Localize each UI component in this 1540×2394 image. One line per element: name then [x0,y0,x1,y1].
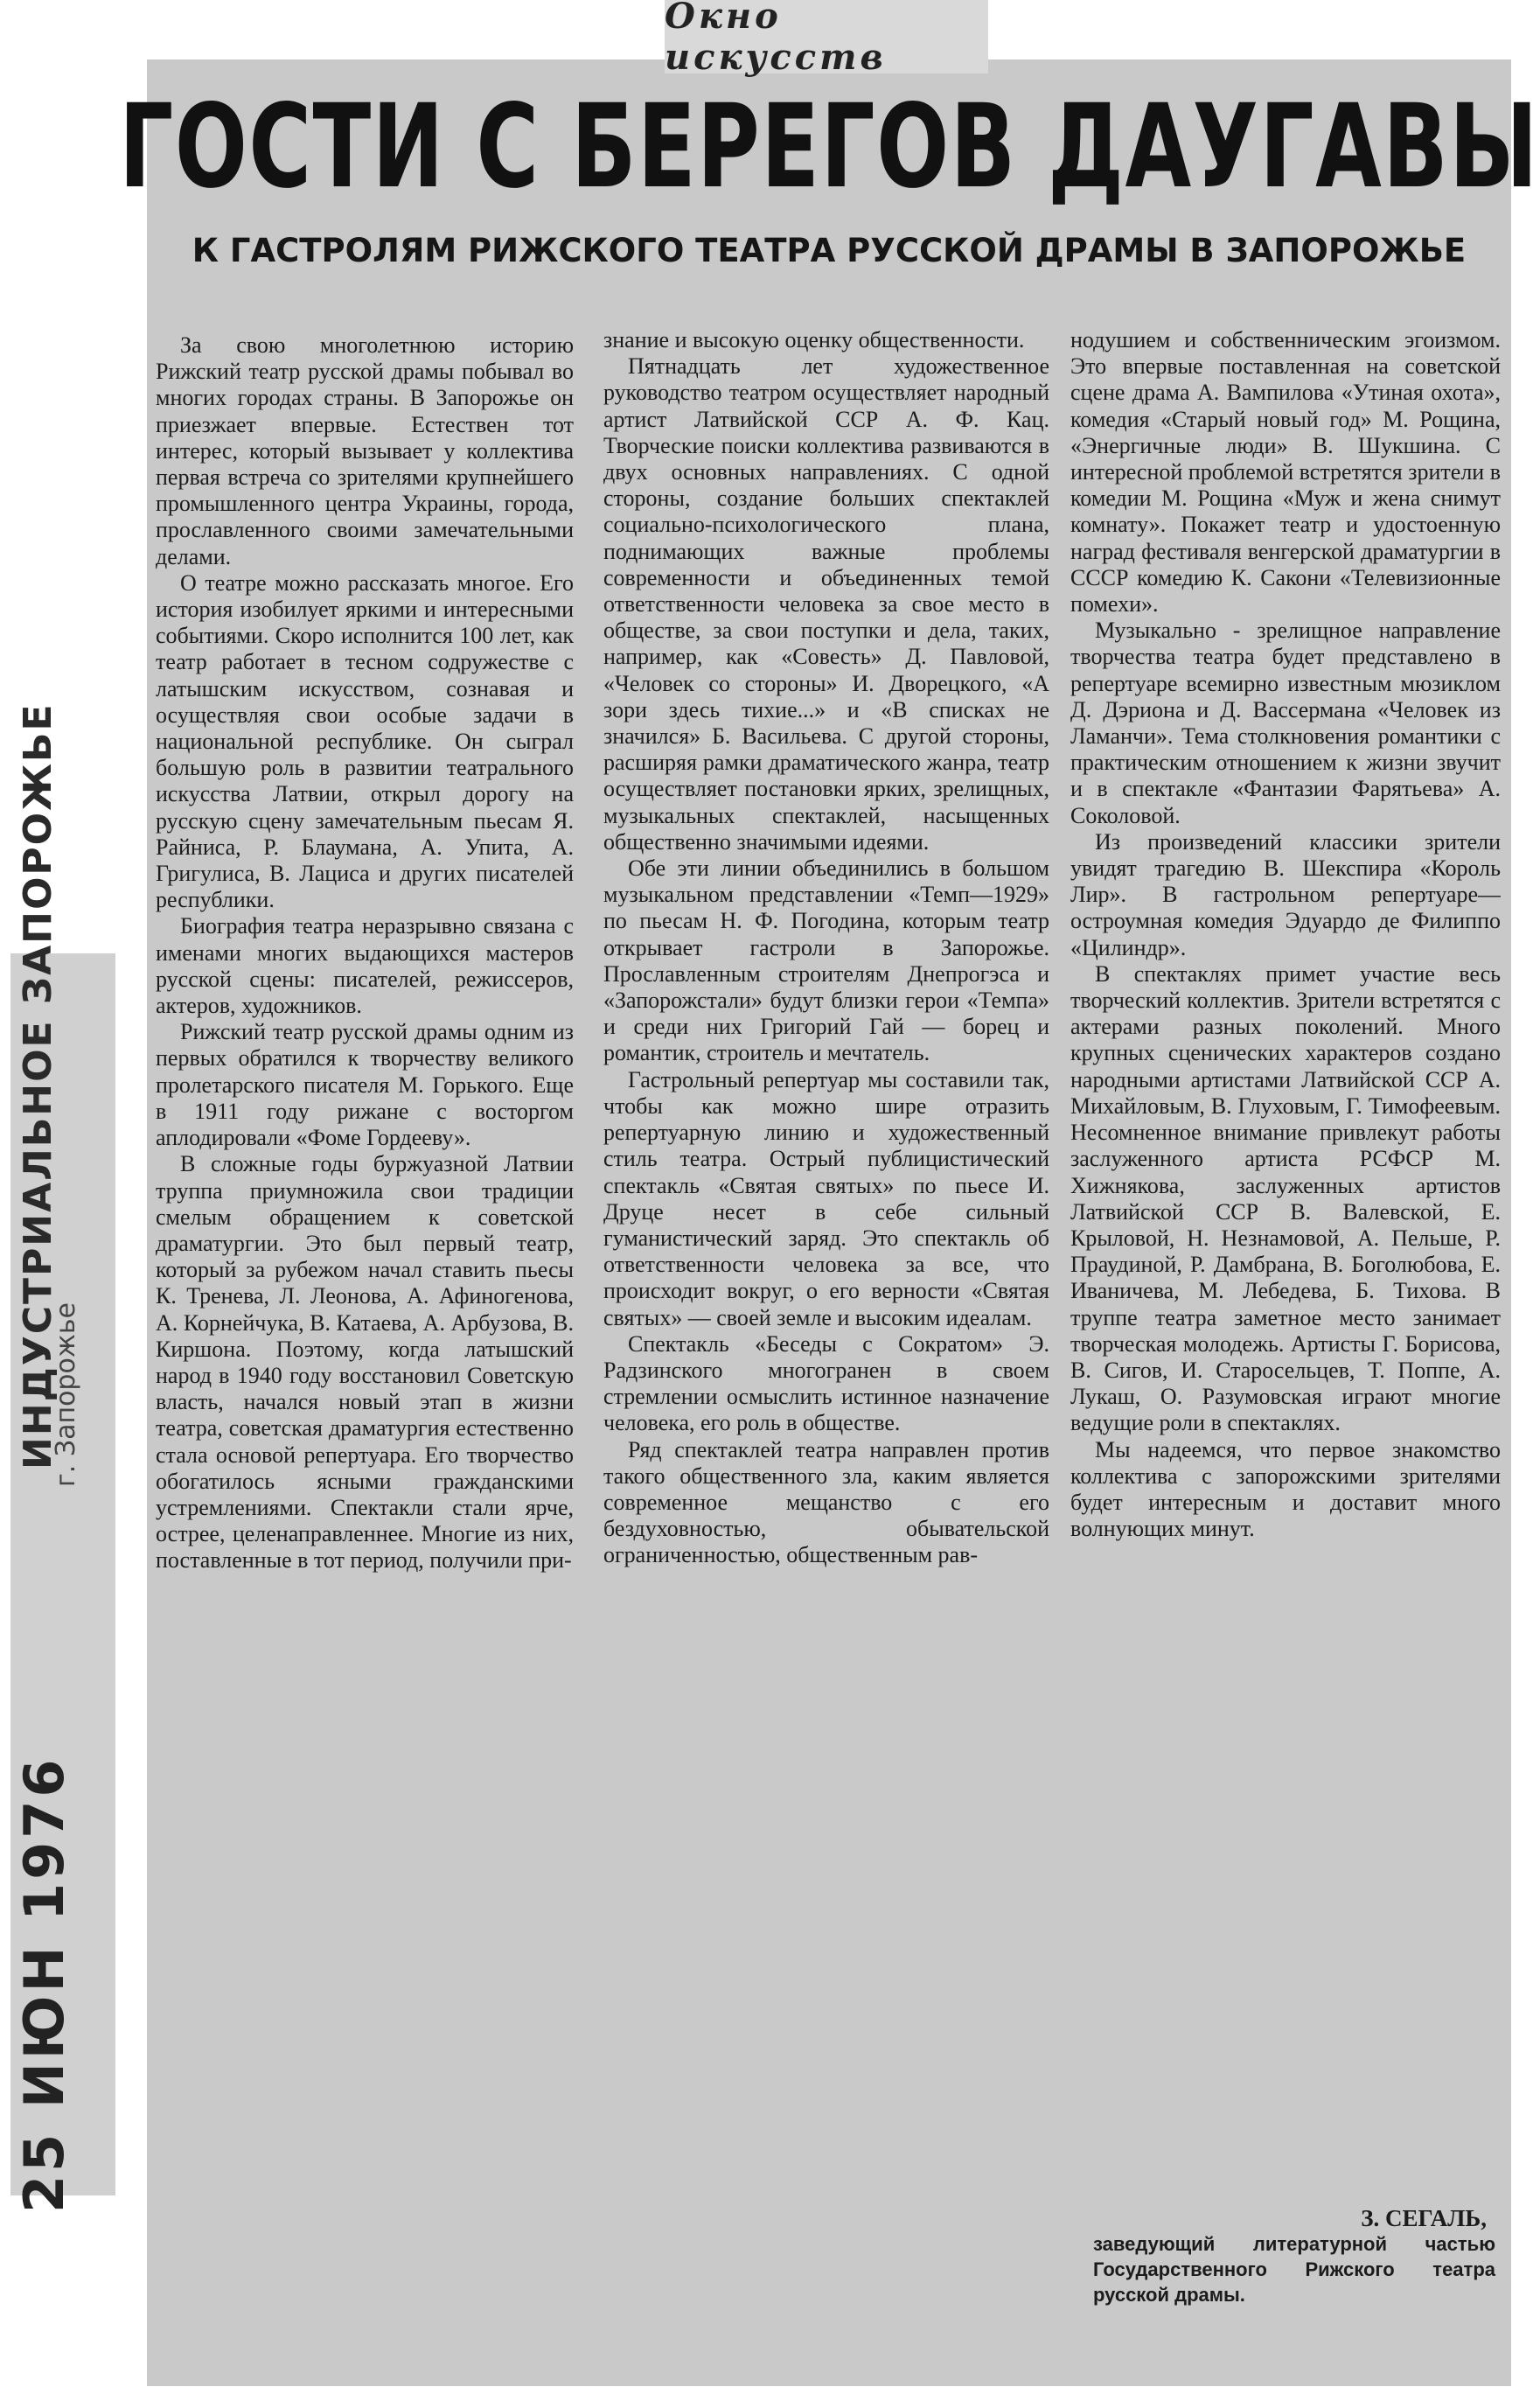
paragraph: Пятнадцать лет художественное руководство театром осуществляет народный артист Латвийской ССР А. Ф. Кац. Творческие поиски коллектива развиваются в двух основных направлениях. С одной стороны, создание больших спектаклей социально-психологического плана, поднимающих важные проблемы современности и объединенных темой ответственности человека за свое место в обществе, за свои поступки и дела, таких, например, как «Совесть» Д. Павловой, «Человек со стороны» И. Дворецкого, «А зори здесь тихие...» и «В списках не значился» Б. Васильева. С другой стороны, расширяя рамки драматического жанра, театр осуществляет постановки ярких, зрелищных, музыкальных спектаклей, насыщенных общественно значимыми идеями. [603,353,1049,855]
paragraph: Мы надеемся, что первое знакомство коллектива с запорожскими зрителями будет интересным и доставит много волнующих минут. [1070,1436,1501,1542]
paragraph: Из произведений классики зрители увидят трагедию В. Шекспира «Король Лир». В гастрольном репертуаре—остроумная комедия Эдуардо де Филиппо «Цилиндр». [1070,828,1501,960]
author-name: З. СЕГАЛЬ, [1361,2205,1487,2231]
article-column-1 [156,332,574,2379]
paragraph: Биография театра неразрывно связана с именами многих выдающихся мастеров русской сцены: писателей, режиссеров, актеров, художников. [156,913,574,1019]
rubric-label: Окно искусств [665,0,988,73]
stamp-date: 25 ИЮН 1976 [12,1755,76,2213]
paragraph: Гастрольный репертуар мы составили так, чтобы как можно шире отразить репертуарную линию и художественный стиль театра. Острый публицистический спектакль «Святая святых» по пьесе И. Друце несет в себе сильный гуманистический заряд. Это спектакль об ответственности человека за все, что происходит вокруг, о его верности «Святая святых» — своей земле и высоким идеалам. [603,1066,1049,1330]
article-column-3 [1070,327,1501,2190]
paragraph: Ряд спектаклей театра направлен против такого общественного зла, каким является современное мещанство с его бездуховностью, обывательской ограниченностью, общественным рав- [603,1436,1049,1568]
author-position: заведующий литературной частью Государственного Рижского театра русской драмы. [1093,2233,1495,2306]
subheadline: К ГАСТРОЛЯМ РИЖСКОГО ТЕАТРА РУССКОЙ ДРАМЫ В ЗАПОРОЖЬЕ [192,232,1467,269]
article-column-2 [603,327,1049,2348]
paragraph: знание и высокую оценку общественности. [603,327,1025,352]
paragraph: В сложные годы буржуазной Латвии труппа приумножила свои традиции смелым обращением к советской драматургии. Это был первый театр, который за рубежом начал ставить пьесы К. Тренева, Л. Леонова, А. Афиногенова, А. Корнейчука, В. Катаева, А. Арбузова, В. Киршона. Поэтому, когда латышский народ в 1940 году восстановил Советскую власть, начался новый этап в жизни театра, советская драматургия естественно стала основой репертуара. Его творчество обогатилось ясными гражданскими устремлениями. Спектакли стали ярче, острее, целенаправленнее. Многие из них, поставленные в тот период, получили при- [156,1151,574,1574]
paragraph: нодушием и собственническим эгоизмом. Это впервые поставленная на советской сцене драма А. Вампилова «Утиная охота», комедия «Старый новый год» М. Рощина, «Энергичные люди» В. Шукшина. С интересной проблемой встретятся зрители в комедии М. Рощина «Муж и жена снимут комнату». Покажет театр и удостоенную наград фестиваля венгерской драматургии в СССР комедию К. Сакони «Телевизионные помехи». [1070,327,1501,618]
paragraph: Музыкально - зрелищное направление творчества театра будет представлено в репертуаре всемирно известным мюзиклом Д. Дэриона и Д. Вассермана «Человек из Ламанчи». Тема столкновения романтики с практическим отношением к жизни звучит и в спектакле «Фантазии Фарятьева» А. Соколовой. [1070,618,1501,828]
paragraph: Обе эти линии объединились в большом музыкальном представлении «Темп—1929» по пьесам Н. Ф. Погодина, которым театр открывает гастроли в Запорожье. Прославленным строителям Днепрогэса и «Запорожстали» будут близки герои «Темпа» и среди них Григорий Гай — борец и романтик, строитель и мечтатель. [603,855,1049,1066]
headline: ГОСТИ С БЕРЕГОВ ДАУГАВЫ [119,79,1539,214]
paragraph: О театре можно рассказать многое. Его история изобилует яркими и интересными событиями. Скоро исполнится 100 лет, как театр работает в тесном содружестве с латышским искусством, сознавая и осуществляя свои особые задачи в национальной республике. Он сыграл большую роль в развитии театрального искусства Латвии, открыл дорогу на русскую сцену замечательным пьесам Я. Райниса, Р. Блаумана, А. Упита, А. Григулиса, В. Лациса и других писателей республики. [156,569,574,913]
paragraph: За свою многолетнюю историю Рижский театр русской драмы побывал во многих городах страны. В Запорожье он приезжает впервые. Естествен тот интерес, который вызывает у коллектива первая встреча со зрителями крупнейшего промышленного центра Украины, города, прославленного своими замечательными делами. [156,332,574,569]
paragraph: Спектакль «Беседы с Сократом» Э. Радзинского многогранен в своем стремлении осмыслить истинное назначение человека, его роль в обществе. [603,1330,1049,1436]
paragraph: Рижский театр русской драмы одним из первых обратился к творчеству великого пролетарского писателя М. Горького. Еще в 1911 году рижане с восторгом аплодировали «Фоме Гордееву». [156,1019,574,1151]
stamp-newspaper-name: ИНДУСТРИАЛЬНОЕ ЗАПОРОЖЬЕ [16,702,60,1469]
paragraph: В спектаклях примет участие весь творческий коллектив. Зрители встретятся с актерами разных поколений. Много крупных сценических характеров создано народными артистами Латвийской ССР А. Михайловым, В. Глуховым, Г. Тимофеевым. Несомненное внимание привлекут работы заслуженного артиста РСФСР М. Хижнякова, заслуженных артистов Латвийской ССР В. Валевской, Е. Крыловой, Н. Незнамовой, А. Пельше, Р. Праудиной, Р. Дамбрана, В. Боголюбова, Е. Иваничева, М. Лебедева, Б. Тихова. В труппе театра заметное место занимает творческая молодежь. Артисты Г. Борисова, В. Сигов, И. Старосельцев, Т. Поппе, А. Лукаш, О. Разумовская играют многие ведущие роли в спектаклях. [1070,960,1501,1436]
stamp-city: г. Запорожье [51,1302,81,1487]
signature-block [1093,2206,1495,2307]
